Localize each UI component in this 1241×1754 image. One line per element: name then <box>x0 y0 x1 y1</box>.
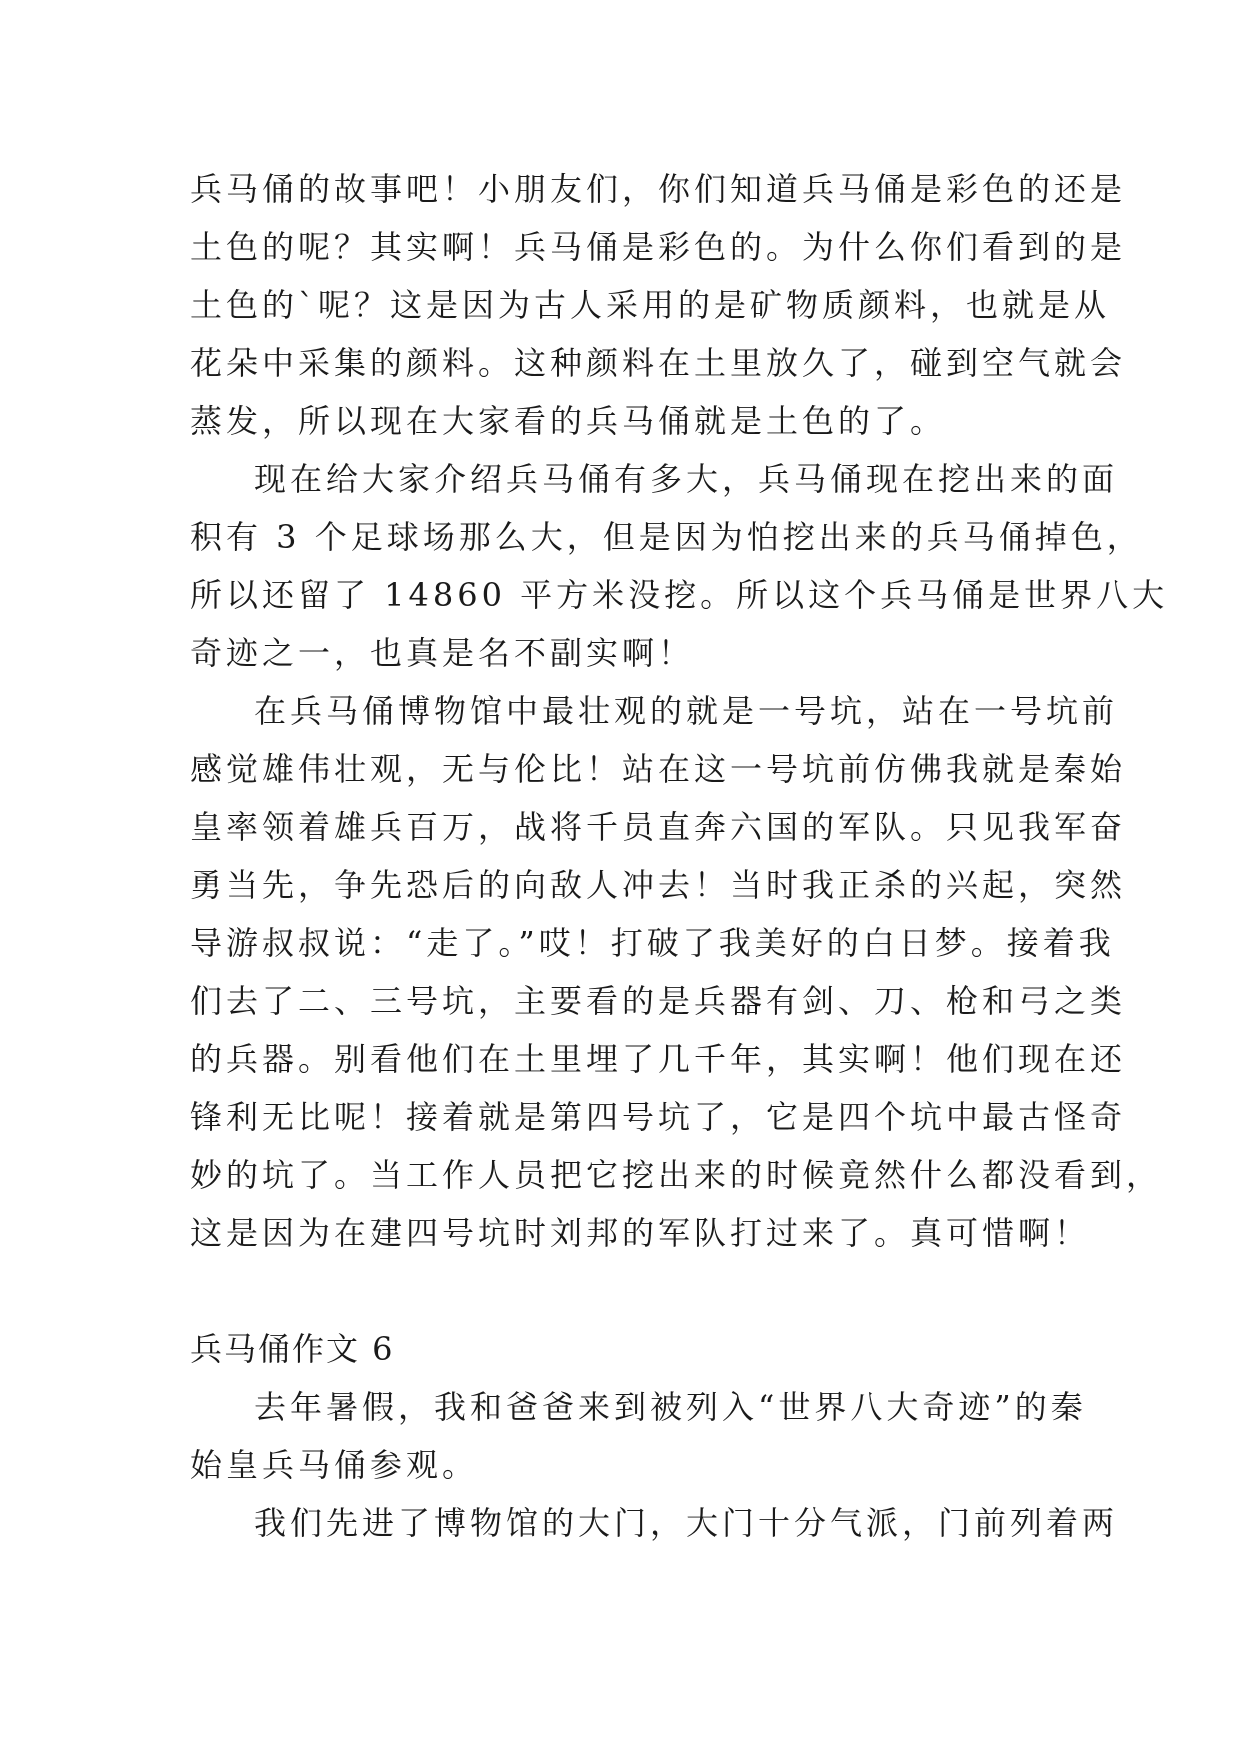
text-line: 始皇兵马俑参观。 <box>190 1446 479 1484</box>
text-line: 导游叔叔说：“走了。”哎！打破了我美好的白日梦。接着我 <box>190 924 1115 962</box>
paragraph-museum-gate <box>190 1494 1119 1552</box>
paragraph-colorful-terracotta <box>190 160 1127 450</box>
text-line: 兵马俑的故事吧！小朋友们，你们知道兵马俑是彩色的还是 <box>190 170 1127 208</box>
text-line: 花朵中采集的颜料。这种颜料在土里放久了，碰到空气就会 <box>190 344 1127 382</box>
text-line: 的兵器。别看他们在土里埋了几千年，其实啊！他们现在还 <box>190 1040 1127 1078</box>
paragraph-pits <box>190 682 1163 1262</box>
text-line: 现在给大家介绍兵马俑有多大，兵马俑现在挖出来的面 <box>254 460 1119 498</box>
text-line: 勇当先，争先恐后的向敌人冲去！当时我正杀的兴起，突然 <box>190 866 1127 904</box>
text-line: 土色的呢？其实啊！兵马俑是彩色的。为什么你们看到的是 <box>190 228 1127 266</box>
text-line: 妙的坑了。当工作人员把它挖出来的时候竟然什么都没看到， <box>190 1156 1163 1194</box>
essay-heading: 兵马俑作文 6 <box>190 1330 395 1368</box>
paragraph-spacer <box>190 1262 1060 1320</box>
text-line: 锋利无比呢！接着就是第四号坑了，它是四个坑中最古怪奇 <box>190 1098 1127 1136</box>
text-line: 所以还留了 14860 平方米没挖。所以这个兵马俑是世界八大 <box>190 576 1169 614</box>
text-line: 这是因为在建四号坑时刘邦的军队打过来了。真可惜啊！ <box>190 1214 1091 1252</box>
document-body <box>190 160 1169 1552</box>
text-line: 蒸发，所以现在大家看的兵马俑就是土色的了。 <box>190 402 947 440</box>
text-line: 奇迹之一，也真是名不副实啊！ <box>190 634 695 672</box>
text-line: 皇率领着雄兵百万，战将千员直奔六国的军队。只见我军奋 <box>190 808 1127 846</box>
paragraph-size <box>190 450 1169 682</box>
text-line: 积有 3 个足球场那么大，但是因为怕挖出来的兵马俑掉色， <box>190 518 1143 556</box>
text-line: 们去了二、三号坑，主要看的是兵器有剑、刀、枪和弓之类 <box>190 982 1127 1020</box>
text-line: 感觉雄伟壮观，无与伦比！站在这一号坑前仿佛我就是秦始 <box>190 750 1127 788</box>
text-line: 在兵马俑博物馆中最壮观的就是一号坑，站在一号坑前 <box>254 692 1119 730</box>
text-line: 土色的`呢？这是因为古人采用的是矿物质颜料，也就是从 <box>190 286 1111 324</box>
text-line: 去年暑假，我和爸爸来到被列入“世界八大奇迹”的秦 <box>254 1388 1087 1426</box>
text-line: 我们先进了博物馆的大门，大门十分气派，门前列着两 <box>254 1504 1119 1542</box>
paragraph-summer-visit <box>190 1378 1087 1494</box>
